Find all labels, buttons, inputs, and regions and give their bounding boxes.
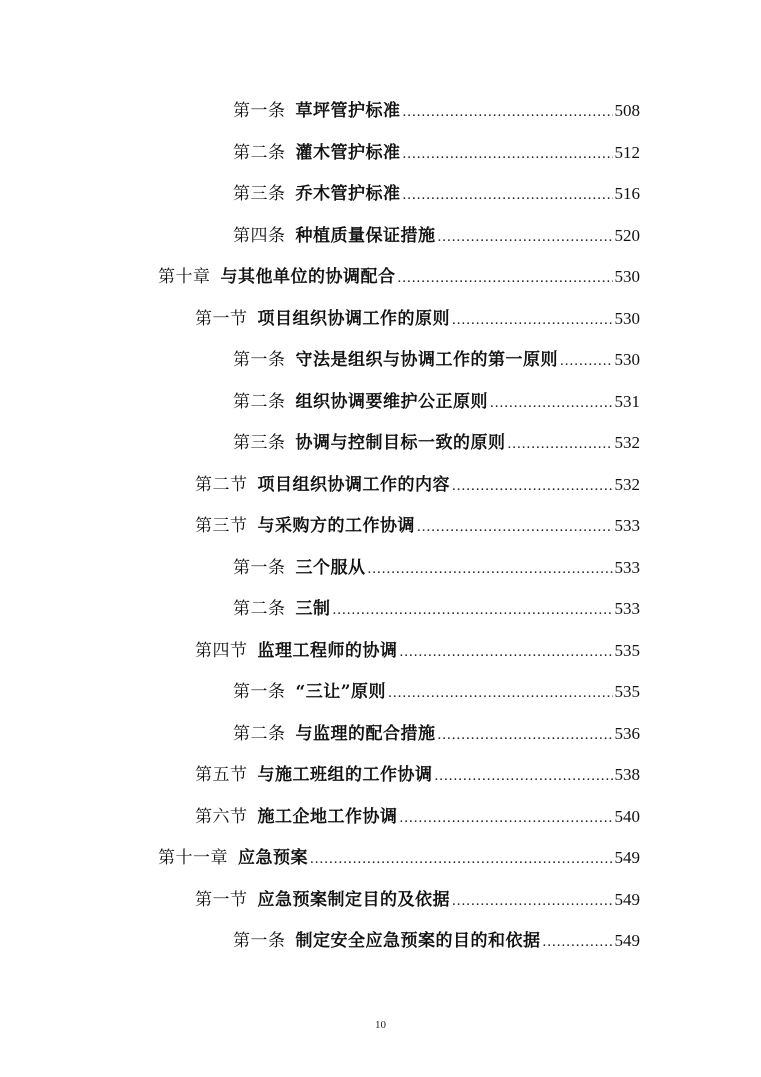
toc-entry[interactable] xyxy=(0,752,761,794)
toc-entry-page: 533 xyxy=(614,599,640,619)
toc-entry-title: 与监理的配合措施 xyxy=(295,723,436,744)
toc-entry-label: 第三节 xyxy=(195,516,248,537)
toc-entry[interactable] xyxy=(0,628,761,670)
toc-entry-page: 549 xyxy=(614,848,640,868)
toc-entry[interactable] xyxy=(0,835,761,877)
toc-entry-title: 应急预案 xyxy=(238,848,308,869)
toc-entry-label: 第一节 xyxy=(195,308,248,329)
toc-entry[interactable] xyxy=(0,711,761,753)
toc-dot-leader xyxy=(403,104,613,121)
toc-dot-leader xyxy=(398,270,613,287)
toc-entry-page: 530 xyxy=(614,308,640,328)
toc-entry-title: 草坪管护标准 xyxy=(295,101,401,122)
toc-entry-line xyxy=(233,138,640,163)
toc-entry[interactable] xyxy=(0,586,761,628)
toc-entry-line xyxy=(158,843,640,868)
toc-entry-label: 第五节 xyxy=(195,765,248,786)
toc-entry-line xyxy=(195,802,640,827)
toc-dot-leader xyxy=(452,312,613,329)
toc-entry[interactable] xyxy=(0,88,761,130)
toc-entry-label: 第四条 xyxy=(233,225,286,246)
toc-entry-label: 第一条 xyxy=(233,931,286,952)
toc-dot-leader xyxy=(560,353,613,370)
toc-entry[interactable] xyxy=(0,420,761,462)
toc-entry-line xyxy=(158,262,640,287)
toc-entry-label: 第二节 xyxy=(195,474,248,495)
toc-dot-leader xyxy=(543,934,613,951)
toc-entry-page: 536 xyxy=(614,723,640,743)
toc-entry-page: 535 xyxy=(614,682,640,702)
toc-entry-page: 533 xyxy=(614,516,640,536)
toc-dot-leader xyxy=(490,395,613,412)
toc-entry-line xyxy=(195,885,640,910)
toc-dot-leader xyxy=(400,810,613,827)
toc-entry-title: 项目组织协调工作的原则 xyxy=(257,308,450,329)
toc-entry-line xyxy=(195,304,640,329)
toc-dot-leader xyxy=(400,644,613,661)
toc-entry-label: 第四节 xyxy=(195,640,248,661)
toc-entry-page: 516 xyxy=(614,184,640,204)
toc-entry-title: 应急预案制定目的及依据 xyxy=(257,889,450,910)
toc-entry-title: 三个服从 xyxy=(295,557,366,578)
toc-entry-line xyxy=(195,511,640,536)
toc-entry-label: 第二条 xyxy=(233,142,286,163)
toc-dot-leader xyxy=(368,561,613,578)
toc-dot-leader xyxy=(417,519,613,536)
toc-entry-label: 第一条 xyxy=(233,557,286,578)
toc-entry-page: 508 xyxy=(614,101,640,121)
toc-entry-line xyxy=(195,470,640,495)
toc-entry-title: 与其他单位的协调配合 xyxy=(220,267,396,288)
toc-entry-line xyxy=(233,428,640,453)
toc-dot-leader xyxy=(452,893,613,910)
toc-entry-page: 532 xyxy=(614,433,640,453)
toc-entry[interactable] xyxy=(0,462,761,504)
toc-entry[interactable] xyxy=(0,130,761,172)
toc-entry-page: 549 xyxy=(614,931,640,951)
toc-entry-title: 与施工班组的工作协调 xyxy=(257,765,433,786)
toc-entry-title: 乔木管护标准 xyxy=(295,184,401,205)
toc-entry[interactable] xyxy=(0,296,761,338)
toc-entry-page: 538 xyxy=(614,765,640,785)
page-number: 10 xyxy=(375,1019,386,1031)
toc-dot-leader xyxy=(333,602,613,619)
toc-entry-page: 530 xyxy=(614,267,640,287)
toc-entry-title: 协调与控制目标一致的原则 xyxy=(295,433,506,454)
toc-entry-line xyxy=(233,719,640,744)
toc-entry-label: 第二条 xyxy=(233,723,286,744)
toc-entry-line xyxy=(233,221,640,246)
toc-dot-leader xyxy=(438,229,613,246)
toc-entry-page: 512 xyxy=(614,142,640,162)
toc-entry-page: 532 xyxy=(614,474,640,494)
toc-dot-leader xyxy=(403,187,613,204)
toc-entry-label: 第一节 xyxy=(195,889,248,910)
toc-entry-line xyxy=(233,926,640,951)
toc-entry-title: 灌木管护标准 xyxy=(295,142,401,163)
toc-entry[interactable] xyxy=(0,877,761,919)
toc-entry[interactable] xyxy=(0,503,761,545)
toc-entry-line xyxy=(233,345,640,370)
toc-entry[interactable] xyxy=(0,337,761,379)
toc-entry-title: 监理工程师的协调 xyxy=(257,640,398,661)
toc-entry-label: 第三条 xyxy=(233,433,286,454)
toc-entry-title: 种植质量保证措施 xyxy=(295,225,436,246)
toc-entry-title: 项目组织协调工作的内容 xyxy=(257,474,450,495)
toc-entry-label: 第一条 xyxy=(233,682,286,703)
toc-entry[interactable] xyxy=(0,794,761,836)
toc-entry-label: 第一条 xyxy=(233,350,286,371)
toc-entry-label: 第十章 xyxy=(158,267,211,288)
toc-entry-title: 与采购方的工作协调 xyxy=(257,516,415,537)
toc-entry-title: 施工企地工作协调 xyxy=(257,806,398,827)
table-of-contents xyxy=(0,88,761,960)
toc-entry[interactable] xyxy=(0,545,761,587)
toc-entry-label: 第一条 xyxy=(233,101,286,122)
toc-entry-label: 第二条 xyxy=(233,391,286,412)
toc-entry-title: “三让”原则 xyxy=(295,682,387,703)
toc-entry-line xyxy=(233,96,640,121)
toc-entry-line xyxy=(195,760,640,785)
toc-entry-page: 535 xyxy=(614,640,640,660)
toc-entry-label: 第六节 xyxy=(195,806,248,827)
toc-entry-title: 制定安全应急预案的目的和依据 xyxy=(295,931,541,952)
toc-entry-page: 549 xyxy=(614,889,640,909)
toc-entry-page: 533 xyxy=(614,557,640,577)
toc-entry-page: 531 xyxy=(614,391,640,411)
toc-entry-page: 520 xyxy=(614,225,640,245)
toc-entry-line xyxy=(233,594,640,619)
toc-entry[interactable] xyxy=(0,213,761,255)
toc-entry-page: 540 xyxy=(614,806,640,826)
toc-dot-leader xyxy=(310,851,613,868)
toc-dot-leader xyxy=(508,436,613,453)
toc-entry-line xyxy=(233,553,640,578)
toc-dot-leader xyxy=(403,146,613,163)
toc-entry-line xyxy=(233,387,640,412)
toc-entry-line xyxy=(195,636,640,661)
toc-entry[interactable] xyxy=(0,669,761,711)
toc-entry-label: 第三条 xyxy=(233,184,286,205)
toc-dot-leader xyxy=(435,768,613,785)
toc-entry-label: 第二条 xyxy=(233,599,286,620)
toc-entry[interactable] xyxy=(0,254,761,296)
toc-entry-title: 三制 xyxy=(295,599,331,620)
toc-entry-title: 守法是组织与协调工作的第一原则 xyxy=(295,350,558,371)
toc-entry-line xyxy=(233,677,640,702)
toc-entry-line xyxy=(233,179,640,204)
toc-entry-title: 组织协调要维护公正原则 xyxy=(295,391,488,412)
toc-dot-leader xyxy=(388,685,612,702)
toc-entry-page: 530 xyxy=(614,350,640,370)
toc-dot-leader xyxy=(438,727,613,744)
toc-entry-label: 第十一章 xyxy=(158,848,228,869)
toc-entry[interactable] xyxy=(0,171,761,213)
toc-entry[interactable] xyxy=(0,379,761,421)
toc-dot-leader xyxy=(452,478,613,495)
toc-entry[interactable] xyxy=(0,918,761,960)
